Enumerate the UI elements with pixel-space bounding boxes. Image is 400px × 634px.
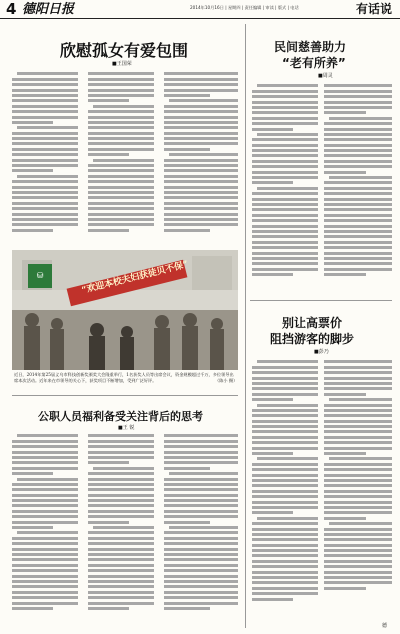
article-3-col-1 [252, 358, 318, 628]
divider [250, 300, 392, 301]
article-1-col-3 [164, 70, 238, 245]
article-1-col-1 [12, 70, 78, 245]
article-3-byline: ■彭乃 [314, 349, 329, 355]
article-3-title-line-2: 阻挡游客的脚步 [270, 332, 355, 346]
photo-credit: （陈小 摄） [215, 378, 238, 383]
dateline: 2014年10月16日 | 星期四 | 责任编辑 | 审读 | 版式 | 电话 [190, 5, 299, 10]
paper-name: 德阳日报 [22, 2, 75, 17]
column-divider [245, 24, 246, 628]
divider [12, 395, 238, 396]
section-name: 有话说 [355, 2, 392, 16]
article-4-title: 公职人员福利备受关注背后的思考 [38, 410, 203, 423]
article-1-col-2 [88, 70, 154, 245]
photo-banner-text: “欢迎本校夫妇获徒贝不保” [80, 259, 190, 297]
article-2-col-1 [252, 82, 318, 296]
masthead-bar [0, 0, 400, 19]
article-3-byline-tail: 德 [382, 623, 388, 629]
article-2-title-line-1: 民间慈善助力 [274, 40, 347, 54]
article-4-col-2 [88, 432, 154, 628]
article-4-col-3 [164, 432, 238, 628]
news-photo [12, 250, 238, 370]
page-number: 4 [6, 0, 17, 18]
photo-sign-icon: ⛁ [28, 264, 52, 288]
article-4-col-1 [12, 432, 78, 628]
article-1-title: 欣慰孤女有爱包围 [60, 41, 189, 60]
photo-caption: 近日，2014年第25届义乌市科技创新奖颁奖大会隆重举行，1名获奖人员等出席会议，资金规模超过千万，多位领导出席本次活动。近年来在市领导的关心下，获奖项目不断增加，受到广泛好评。 [14, 372, 234, 383]
article-2-col-2 [324, 82, 392, 296]
article-3-col-2 [324, 358, 392, 620]
article-1-byline: ■王国荣 [112, 61, 132, 67]
article-3-title-line-1: 别让高票价 [282, 316, 343, 330]
article-2-byline: ■周灵 [318, 73, 333, 79]
article-4-byline: ■王 锐 [118, 425, 135, 431]
article-2-title-line-2: “老有所养” [282, 56, 346, 70]
